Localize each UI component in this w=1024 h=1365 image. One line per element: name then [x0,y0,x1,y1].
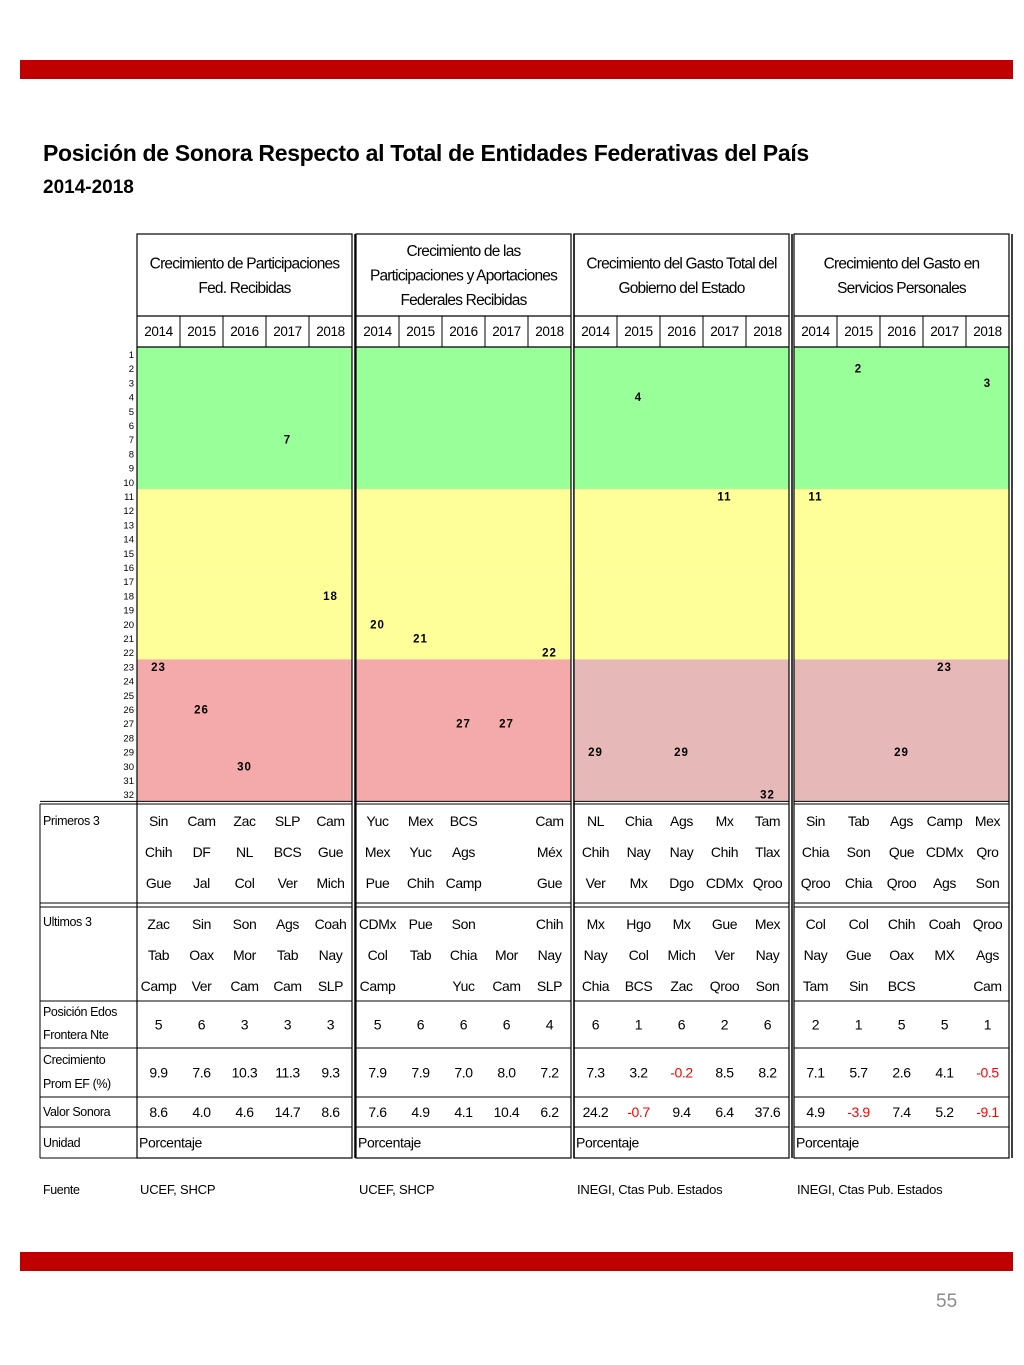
panel-title: Crecimiento de Participaciones [149,255,340,273]
rank-label: 2 [128,364,134,376]
unidad-value: Porcentaje [139,1134,202,1151]
rank-label: 7 [128,435,134,447]
ultimos-state: Son [755,978,780,994]
frontera-value: 1 [634,1016,643,1033]
ultimos-state: Cam [273,978,302,994]
rank-label: 20 [123,619,134,631]
crecimiento-value: 7.3 [586,1064,605,1081]
frontera-value: 6 [197,1016,206,1033]
primeros-state: Tab [847,813,870,829]
rank-label: 19 [123,605,134,617]
crecimiento-value: 8.5 [715,1064,734,1081]
ultimos-state: Chia [581,978,610,994]
row-label-frontera: Frontera Nte [43,1028,109,1042]
zone-pink [794,659,1009,801]
rank-marker: 21 [413,633,428,646]
ultimos-state: Chih [535,916,564,932]
ultimos-state: Qroo [972,916,1003,932]
primeros-state: Chia [844,875,873,891]
ultimos-state: Col [628,947,649,963]
rank-label: 6 [128,421,134,432]
zone-green [137,347,352,489]
primeros-state: Nay [669,844,694,860]
primeros-state: Chih [144,844,173,860]
primeros-state: Ags [933,875,956,891]
fuente-value: INEGI, Ctas Pub. Estados [577,1182,723,1197]
year-header: 2015 [406,324,435,339]
fuente-value: INEGI, Ctas Pub. Estados [797,1182,943,1197]
valor-sonora-value: -3.9 [847,1104,870,1120]
crecimiento-value: 7.9 [368,1064,387,1081]
rank-label: 30 [123,761,134,773]
panel-title: Fed. Recibidas [198,279,291,297]
primeros-state: Jal [193,875,210,891]
primeros-state: Yuc [409,844,432,860]
row-label-fuente: Fuente [43,1183,80,1197]
ultimos-state: Mich [667,947,696,963]
page-number: 55 [936,1291,958,1312]
primeros-state: Qroo [800,875,831,891]
primeros-state: Mex [974,813,1001,829]
primeros-state: Qroo [886,875,917,891]
primeros-state: Zac [233,813,256,829]
rank-marker: 20 [370,619,385,632]
page-subtitle: 2014-2018 [43,177,134,198]
rank-label: 4 [128,392,134,404]
frontera-value: 4 [545,1016,554,1033]
ultimos-state: Sin [191,916,212,932]
ultimos-state: Chia [449,947,478,963]
ultimos-state: Tab [409,947,432,963]
year-header: 2018 [753,324,782,339]
panel-title: Federales Recibidas [400,292,527,309]
ultimos-state: Oax [189,947,214,963]
primeros-state: Mx [715,813,734,829]
row-label-frontera: Posición Edos [43,1005,118,1019]
frontera-value: 5 [373,1016,382,1033]
ultimos-state: Camp [359,978,396,994]
rank-label: 25 [123,690,134,702]
ultimos-state: Nay [583,947,608,963]
fuente-value: UCEF, SHCP [140,1182,216,1197]
year-header: 2017 [492,324,521,339]
crecimiento-value: 9.9 [149,1064,168,1081]
ultimos-state: Coah [928,916,961,932]
primeros-state: Chih [406,875,435,891]
rank-label: 29 [123,747,134,759]
primeros-state: BCS [273,844,302,860]
ultimos-state: Ags [976,947,999,963]
year-header: 2015 [624,324,653,339]
valor-sonora-value: 10.4 [493,1104,520,1120]
rank-label: 11 [124,492,134,503]
year-header: 2017 [930,324,959,339]
primeros-state: NL [235,844,254,860]
valor-sonora-value: 4.1 [454,1104,473,1120]
rank-label: 14 [123,534,134,546]
primeros-state: Pue [365,875,390,891]
frontera-value: 1 [854,1016,863,1033]
frontera-value: 2 [811,1016,820,1033]
ultimos-state: Col [848,916,869,932]
year-header: 2014 [363,324,392,339]
ultimos-state: Tab [276,947,299,963]
row-label-crecimiento: Crecimiento [43,1053,106,1067]
rank-marker: 18 [323,590,338,603]
zone-green [356,347,571,489]
primeros-state: SLP [274,813,301,829]
zone-yellow [794,574,1009,659]
year-header: 2018 [973,324,1002,339]
unidad-value: Porcentaje [358,1134,421,1151]
ultimos-state: Ags [276,916,299,932]
ultimos-state: Pue [408,916,433,932]
primeros-state: Méx [536,844,563,860]
rank-marker: 4 [634,392,643,405]
rank-label: 32 [123,790,134,802]
frontera-value: 2 [720,1016,729,1033]
rank-marker: 27 [456,718,471,731]
ultimos-state: Ver [191,978,212,994]
zone-yellow [137,574,352,659]
rank-marker: 26 [194,704,209,717]
frontera-value: 6 [416,1016,425,1033]
unidad-value: Porcentaje [796,1134,859,1151]
year-header: 2017 [710,324,739,339]
rank-marker: 2 [854,363,863,376]
rank-label: 24 [123,676,134,688]
ultimos-state: Cam [492,978,521,994]
primeros-state: BCS [449,813,478,829]
frontera-value: 5 [154,1016,163,1033]
rank-label: 21 [123,634,134,645]
primeros-state: Ags [670,813,693,829]
rank-label: 26 [123,705,134,716]
primeros-state: Cam [316,813,345,829]
row-label-unidad: Unidad [43,1136,81,1150]
primeros-state: Ags [890,813,913,829]
panel-title: Crecimiento de las [406,243,521,260]
ultimos-state: Son [451,916,476,932]
ultimos-state: Col [367,947,388,963]
crecimiento-value: 7.0 [454,1064,473,1081]
year-header: 2014 [581,324,610,339]
rank-marker: 23 [151,661,166,674]
primeros-state: Gue [536,875,563,891]
ultimos-state: Cam [230,978,259,994]
primeros-state: Son [975,875,1000,891]
zone-yellow [794,489,1009,574]
rank-label: 10 [123,477,134,489]
ultimos-state: Mx [586,916,605,932]
primeros-state: Qroo [752,875,783,891]
crecimiento-value: 4.1 [935,1064,954,1081]
ultimos-state: Mx [672,916,691,932]
crecimiento-value: 5.7 [849,1064,868,1081]
ultimos-state: Camp [140,978,177,994]
primeros-state: Son [846,844,871,860]
ultimos-state: Gue [845,947,872,963]
frontera-value: 1 [983,1016,992,1033]
year-header: 2018 [535,324,564,339]
crecimiento-value: 8.0 [497,1064,516,1081]
panel-title: Servicios Personales [837,279,966,297]
ultimos-state: Ver [714,947,735,963]
ultimos-state: BCS [887,978,916,994]
panel-title: Participaciones y Aportaciones [369,267,558,285]
crecimiento-value: -0.5 [976,1064,999,1081]
ultimos-state: Chih [887,916,916,932]
primeros-state: Yuc [366,813,389,829]
ultimos-state: Mor [495,947,518,963]
year-header: 2018 [316,324,345,339]
valor-sonora-value: 14.7 [274,1104,301,1120]
ultimos-state: Gue [711,916,738,932]
primeros-state: Tam [754,813,781,829]
primeros-state: Tlax [755,844,780,860]
rank-marker: 32 [760,789,775,802]
valor-sonora-value: 8.6 [149,1104,168,1120]
primeros-state: Chia [624,813,653,829]
primeros-state: Nay [626,844,651,860]
zone-green [574,347,789,489]
row-label-valor: Valor Sonora [43,1105,111,1119]
panel-title: Crecimiento del Gasto en [823,255,980,273]
rank-marker: 11 [717,491,732,504]
primeros-state: Gue [317,844,344,860]
year-header: 2017 [273,324,302,339]
ultimos-state: Coah [314,916,347,932]
ultimos-state: Mor [233,947,256,963]
frontera-value: 6 [591,1016,600,1033]
rank-label: 16 [123,563,134,574]
valor-sonora-value: 9.4 [672,1104,691,1120]
row-label-ultimos: Ultimos 3 [43,915,92,929]
year-header: 2014 [144,324,173,339]
ultimos-state: MX [934,947,955,963]
ultimos-state: Hgo [626,916,651,932]
primeros-state: Camp [926,813,963,829]
crecimiento-value: 3.2 [629,1064,648,1081]
frontera-value: 5 [940,1016,949,1033]
primeros-state: Chia [801,844,830,860]
rank-label: 5 [128,406,134,418]
ultimos-state: Nay [318,947,343,963]
ultimos-state: Tab [147,947,170,963]
valor-sonora-value: 5.2 [935,1104,954,1120]
rank-label: 31 [123,776,134,787]
rank-marker: 29 [674,747,689,760]
crecimiento-value: 11.3 [275,1064,300,1081]
bottom-bar [20,1252,1013,1271]
rank-label: 12 [123,506,134,518]
primeros-state: Col [234,875,255,891]
rank-marker: 29 [894,747,909,760]
zone-yellow [356,574,571,659]
primeros-state: Sin [148,813,169,829]
zone-pink [574,659,789,801]
unidad-value: Porcentaje [576,1134,639,1151]
ultimos-state: Zac [670,978,693,994]
crecimiento-value: 7.6 [192,1064,211,1081]
row-label-crecimiento: Prom EF (%) [43,1077,111,1091]
primeros-state: Cam [535,813,564,829]
rank-marker: 27 [499,718,514,731]
rank-label: 9 [128,463,134,475]
primeros-state: CDMx [705,875,744,891]
valor-sonora-value: 24.2 [582,1104,609,1120]
valor-sonora-value: 6.2 [540,1104,559,1120]
frontera-value: 3 [326,1016,335,1033]
crecimiento-value: -0.2 [670,1064,693,1081]
ultimos-state: SLP [536,978,563,994]
year-header: 2014 [801,324,830,339]
primeros-state: Ags [452,844,475,860]
valor-sonora-value: -0.7 [627,1104,650,1120]
valor-sonora-value: 8.6 [321,1104,340,1120]
valor-sonora-value: 4.0 [192,1104,211,1120]
ultimos-state: Tam [802,978,829,994]
crecimiento-value: 7.2 [540,1064,559,1081]
primeros-state: Mex [407,813,434,829]
rank-label: 18 [123,591,134,603]
row-label-primeros: Primeros 3 [43,814,100,828]
primeros-state: Mx [629,875,648,891]
primeros-state: Gue [145,875,172,891]
page-title: Posición de Sonora Respecto al Total de Entidades Federativas del País [43,140,809,166]
ultimos-state: Nay [755,947,780,963]
rank-label: 17 [123,577,134,589]
rank-label: 8 [128,449,134,461]
ultimos-state: Qroo [709,978,740,994]
primeros-state: Qro [976,844,999,860]
year-header: 2016 [887,324,916,339]
year-header: 2016 [230,324,259,339]
valor-sonora-value: 4.9 [806,1104,825,1120]
frontera-value: 6 [677,1016,686,1033]
rank-marker: 23 [937,661,952,674]
primeros-state: Mich [316,875,345,891]
rank-label: 13 [123,520,134,532]
rank-label: 1 [128,350,134,361]
primeros-state: Que [888,844,915,860]
zone-red [137,659,352,801]
crecimiento-value: 7.9 [411,1064,430,1081]
crecimiento-value: 7.1 [806,1064,825,1081]
zone-green [794,347,1009,489]
ultimos-state: Nay [803,947,828,963]
ultimos-state: Sin [848,978,869,994]
rank-marker: 11 [808,491,823,504]
zone-yellow [356,489,571,574]
frontera-value: 6 [763,1016,772,1033]
ultimos-state: Son [232,916,257,932]
rank-label: 27 [123,719,134,731]
valor-sonora-value: 6.4 [715,1104,734,1120]
rank-label: 3 [128,378,134,390]
valor-sonora-value: -9.1 [976,1104,999,1120]
ultimos-state: Yuc [452,978,475,994]
primeros-state: NL [586,813,605,829]
primeros-state: Dgo [669,875,694,891]
rank-marker: 29 [588,747,603,760]
primeros-state: Ver [277,875,298,891]
crecimiento-value: 9.3 [321,1064,340,1081]
year-header: 2015 [844,324,873,339]
primeros-state: DF [192,844,211,860]
valor-sonora-value: 37.6 [754,1104,781,1120]
rank-label: 23 [123,662,134,674]
primeros-state: Sin [805,813,826,829]
zone-yellow [574,489,789,574]
rank-label: 28 [123,733,134,745]
ultimos-state: BCS [624,978,653,994]
year-header: 2016 [449,324,478,339]
valor-sonora-value: 7.4 [892,1104,911,1120]
rank-marker: 30 [237,761,252,774]
ultimos-state: Cam [973,978,1002,994]
primeros-state: Chih [581,844,610,860]
fuente-value: UCEF, SHCP [359,1182,435,1197]
rank-label: 22 [123,648,134,660]
ultimos-state: Mex [754,916,781,932]
rank-label: 15 [123,548,134,560]
valor-sonora-value: 4.9 [411,1104,430,1120]
crecimiento-value: 2.6 [892,1064,911,1081]
primeros-state: Camp [445,875,482,891]
rank-marker: 22 [542,647,557,660]
crecimiento-value: 10.3 [231,1064,258,1081]
frontera-value: 5 [897,1016,906,1033]
ultimos-state: Col [805,916,826,932]
rank-marker: 7 [283,434,292,447]
frontera-value: 3 [283,1016,292,1033]
primeros-state: Ver [585,875,606,891]
rank-marker: 3 [983,377,992,390]
primeros-state: CDMx [925,844,964,860]
frontera-value: 6 [459,1016,468,1033]
primeros-state: Chih [710,844,739,860]
valor-sonora-value: 7.6 [368,1104,387,1120]
ultimos-state: SLP [317,978,344,994]
frontera-value: 3 [240,1016,249,1033]
ultimos-state: Oax [889,947,914,963]
ultimos-state: Zac [147,916,170,932]
year-header: 2015 [187,324,216,339]
frontera-value: 6 [502,1016,511,1033]
primeros-state: Cam [187,813,216,829]
zone-yellow [137,489,352,574]
ultimos-state: CDMx [358,916,397,932]
year-header: 2016 [667,324,696,339]
primeros-state: Mex [364,844,391,860]
ultimos-state: Nay [537,947,562,963]
crecimiento-value: 8.2 [758,1064,777,1081]
panel-title: Gobierno del Estado [618,279,745,297]
zone-yellow [574,574,789,659]
panel-title: Crecimiento del Gasto Total del [586,255,777,273]
valor-sonora-value: 4.6 [235,1104,254,1120]
